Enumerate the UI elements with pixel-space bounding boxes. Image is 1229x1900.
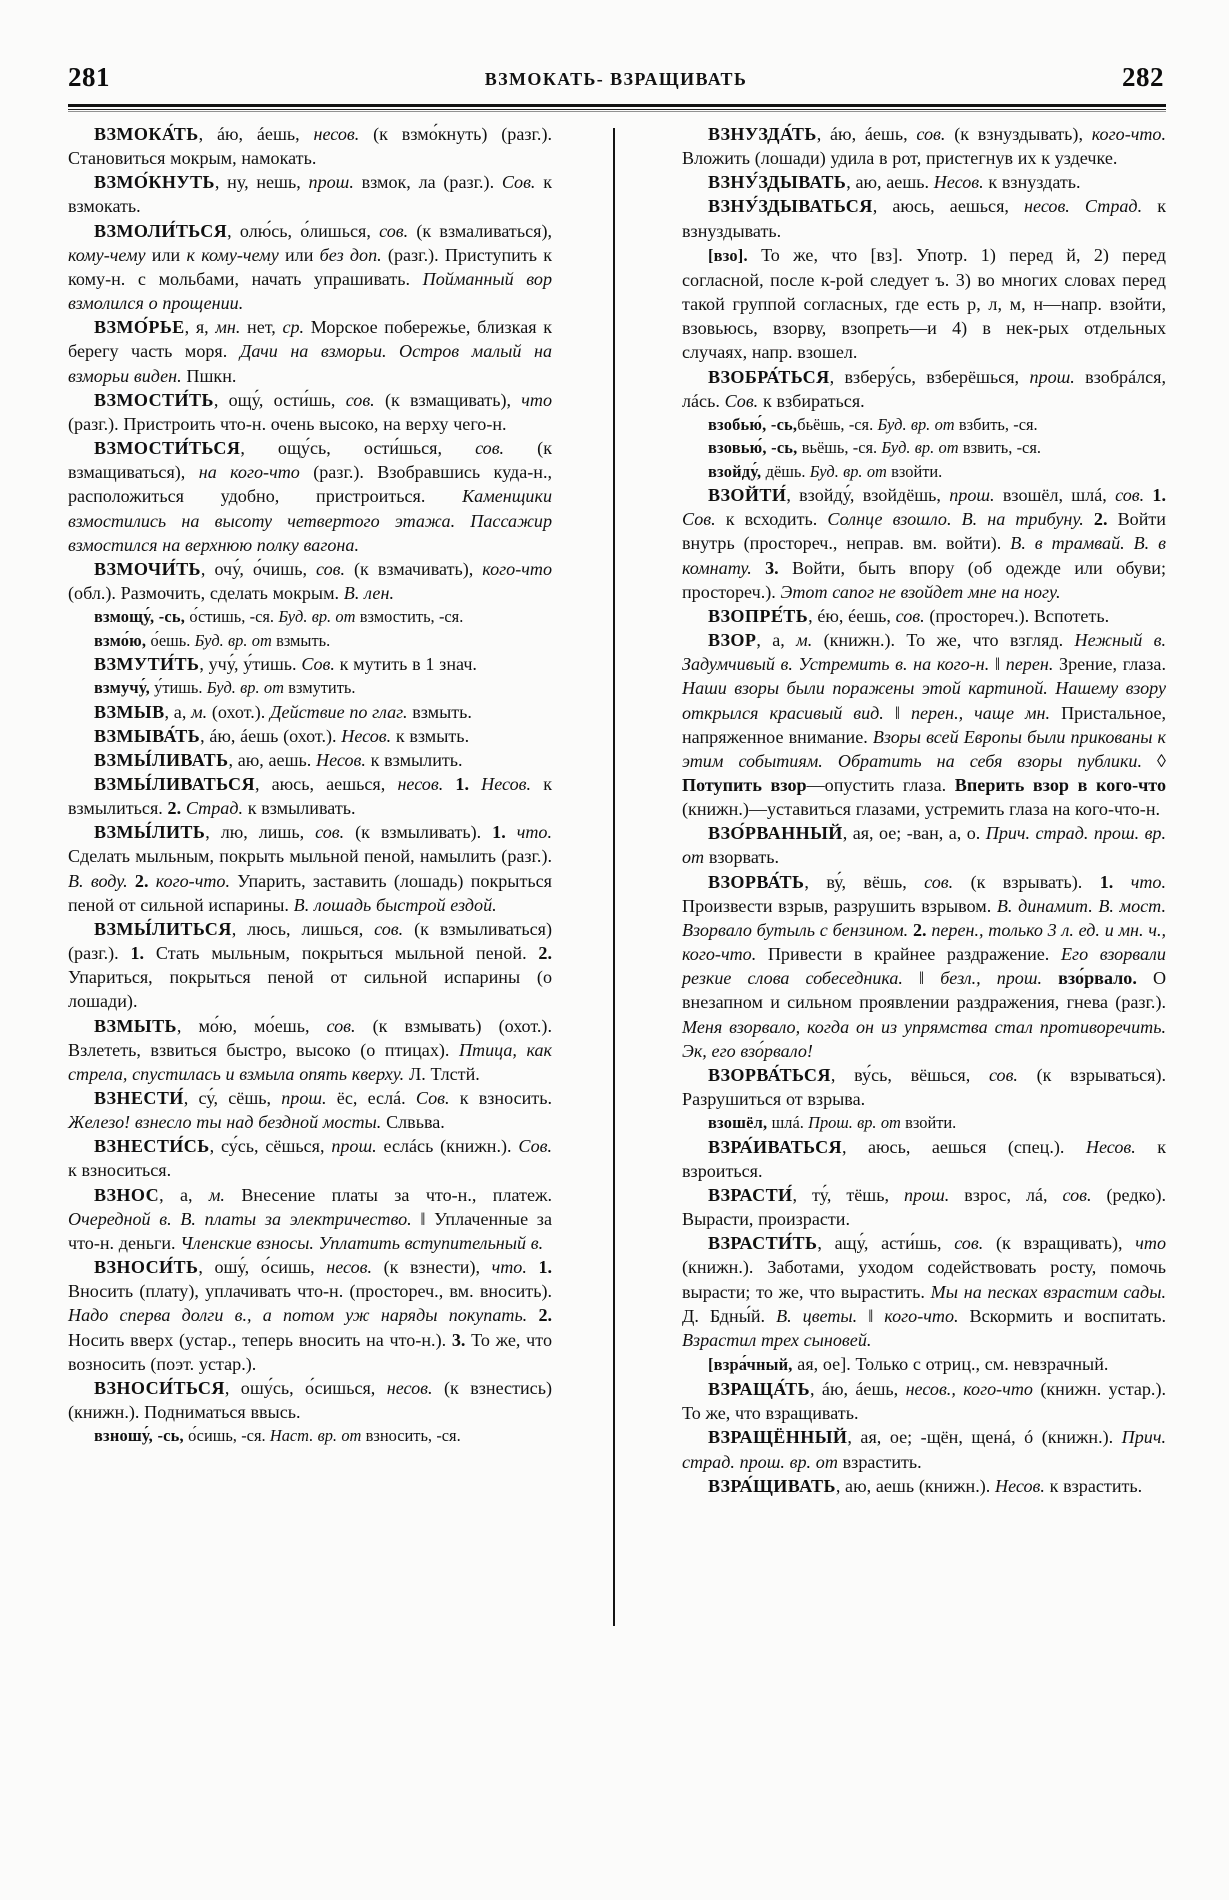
headword: ВЗМОСТИ́ТЬСЯ — [94, 438, 241, 459]
headword: ВЗОБРА́ТЬСЯ — [708, 366, 830, 387]
entry-body: , ая, ое; -ван, а, о. Прич. страд. прош. вр. от взорвать. — [682, 823, 1166, 868]
subentry — [682, 413, 1166, 436]
entry-body: , учу́, у́тишь. Сов. к мутить в 1 знач. — [199, 653, 477, 674]
dictionary-entry — [68, 557, 552, 605]
entry-body: , éю, éешь, сов. (простореч.). Вспотеть. — [808, 605, 1110, 626]
entry-body: , áю, áешь (охот.). Несов. к взмыть. — [200, 725, 470, 746]
headword: ВЗРАСТИ́ — [708, 1184, 793, 1205]
dictionary-entry — [68, 700, 552, 724]
dictionary-entry — [682, 1474, 1166, 1498]
entry-body: , лю, лишь, сов. (к взмыливать). 1. что. Сделать мыльным, покрыть мыльной пеной, намылить (разг.). В. воду. 2. кого-что. Упарить, заставить (лошадь) покрыться пеной от сильной испарины. В. лошадь быстрой ездой. — [68, 822, 552, 915]
entry-body: , ву́, вёшь, сов. (к взрывать). 1. что. Произвести взрыв, разрушить взрывом. В. динамит. В. мост. Взорвало бутыль с бензином. 2. перен., только 3 л. ед. и мн. ч., кого-что. Привести в крайнее раздражение. Его взорвали резкие слова собеседника. ‖ безл., прош. взо́рвало. О внезапном и сильном проявлении раздражения, гнева (разг.). Меня взорвало, когда он из упрямства стал противоречить. Эк, его взо́рвало! — [682, 871, 1167, 1061]
headword: ВЗОРВА́ТЬ — [708, 871, 805, 892]
headword: ВЗМЫ́ЛИТЬСЯ — [94, 918, 232, 939]
entry-body: , ая, ое; -щён, щенá, ó (книжн.). Прич. страд. прош. вр. от взрастить. — [682, 1427, 1166, 1472]
headword: взмощу́, -сь, — [94, 607, 186, 627]
headword: взмо́ю, — [94, 630, 147, 650]
entry-body: , су́, сёшь, прош. ёс, еслá. Сов. к взносить. Железо! взнесло ты над бездной мосты. Слвьва. — [68, 1088, 552, 1133]
dictionary-entry — [682, 170, 1166, 194]
dictionary-entry — [682, 243, 1166, 365]
headword: ВЗМОЛИ́ТЬСЯ — [94, 220, 228, 241]
headword: ВЗОПРЕ́ТЬ — [708, 605, 809, 626]
entry-body: , аюсь, аешься, несов. 1. Несов. к взмылиться. 2. Страд. к взмыливать. — [68, 773, 552, 819]
entry-body: , аю, аешь. Несов. к взнуздать. — [846, 172, 1081, 193]
dictionary-entry — [682, 483, 1166, 604]
entry-body: дёшь. Буд. вр. от взойти. — [761, 461, 943, 481]
entry-body: , очу́, о́чишь, сов. (к взмачивать), кого-что (обл.). Размочить, сделать мокрым. В. лен. — [68, 558, 552, 603]
headword: ВЗМОЧИ́ТЬ — [94, 558, 201, 579]
dictionary-entry — [682, 194, 1166, 242]
entry-body: , а, м. (охот.). Действие по глаг. взмыть. — [164, 701, 472, 722]
entry-body: , взойду́, взойдёшь, прош. взошёл, шлá, сов. 1. Сов. к всходить. Солнце взошло. В. на трибуну. 2. Войти внутрь (простореч., неправ. вм. войти). В. в трамвай. В. в комнату. 3. Войти, быть впору (об одежде или обуви; простореч.). Этот сапог не взойдет мне на ногу. — [682, 485, 1166, 602]
headword: ВЗМЫ́ЛИТЬ — [94, 822, 206, 843]
dictionary-entry — [68, 1086, 552, 1134]
subentry — [682, 436, 1166, 459]
headword: ВЗНЕСТИ́ — [94, 1088, 184, 1108]
entry-body: , ошу́сь, о́сишься, несов. (к взнестись) (книжн.). Подниматься ввысь. — [68, 1377, 552, 1423]
dictionary-entry — [68, 1014, 552, 1086]
dictionary-entry — [68, 388, 552, 436]
headword: ВЗМЫ́ЛИВАТЬ — [94, 749, 229, 770]
column-container — [68, 122, 1166, 1822]
headword: ВЗНУЗДА́ТЬ — [708, 124, 817, 144]
entry-body: , ву́сь, вёшься, сов. (к взрываться). Разрушиться от взрыва. — [682, 1064, 1167, 1109]
headword: ВЗНЕСТИ́СЬ — [94, 1136, 210, 1157]
entry-body: о́ешь. Буд. вр. от взмыть. — [146, 630, 331, 650]
dictionary-entry — [682, 604, 1166, 628]
dictionary-entry — [682, 628, 1166, 821]
entry-body: , ошу́, о́сишь, несов. (к взнести), что. 1. Вносить (плату), уплачивать что-н. (простореч., вм. вносить). Надо сперва долги в., а потом уж наряды покупать. 2. Носить вверх (устар., теперь вносить на что-н.). 3. То же, что возносить (поэт. устар.). — [68, 1257, 553, 1374]
headword: ВЗО́РВАННЫЙ — [708, 823, 843, 844]
column-divider — [613, 128, 615, 1626]
dictionary-entry — [68, 820, 552, 917]
entry-body: о́сишь, -ся. Наст. вр. от взносить, -ся. — [183, 1426, 461, 1446]
entry-body: , аюсь, аешься, несов. Страд. к взнуздывать. — [682, 196, 1166, 241]
entry-body: , ащу́, асти́шь, сов. (к взращивать), что (книжн.). Заботами, уходом содействовать росту, помочь вырасти; то же, что вырастить. Мы на песках взрастим сады. Д. Бдны́й. В. цветы. ‖ кого-что. Вскормить и воспитать. Взрастил трех сыновей. — [682, 1233, 1166, 1350]
headword: ВЗНОСИ́ТЬСЯ — [94, 1377, 225, 1398]
headword: взношу́, -сь, — [94, 1426, 184, 1446]
dictionary-entry — [682, 1377, 1166, 1425]
dictionary-entry — [68, 748, 552, 772]
dictionary-entry — [682, 821, 1166, 869]
entry-body: , а, м. (книжн.). То же, что взгляд. Нежный в. Задумчивый в. Устремить в. на кого-н. ‖ перен. Зрение, глаза. Наши взоры были поражены этой картиной. Нашему взору открылся красивый вид. ‖ перен., чаще мн. Пристальное, напряженное внимание. Взоры всей Европы были прикованы к этим событиям. Обратить на себя взоры публики. ◊ Потупить взор—опустить глаза. Вперить взор в кого-что (книжн.)—уставиться глазами, устремить глаза на кого-что-н. — [682, 630, 1167, 820]
dictionary-entry — [68, 1376, 552, 1424]
entry-body: , а, м. Внесение платы за что-н., платеж. Очередной в. В. платы за электричество. ‖ Уплаченные за что-н. деньги. Членские взносы. Уплатить вступительный в. — [68, 1184, 552, 1253]
headword: взошёл, — [708, 1113, 768, 1133]
entry-body: , взберу́сь, взберёшься, прош. взобрáлся, лáсь. Сов. к взбираться. — [682, 366, 1167, 411]
headword: [взра́чный, — [708, 1354, 793, 1374]
dictionary-entry — [68, 219, 552, 316]
headword: ВЗРА́ИВАТЬСЯ — [708, 1136, 843, 1157]
page-header — [68, 62, 1164, 98]
dictionary-entry — [682, 1231, 1166, 1352]
headword: ВЗМУТИ́ТЬ — [94, 653, 200, 674]
entry-body: , ту́, тёшь, прош. взрос, лá, сов. (редко). Вырасти, произрасти. — [682, 1184, 1166, 1230]
dictionary-entry — [68, 772, 552, 820]
entry-body: , ощу́сь, ости́шься, сов. (к взмащиваться), на кого-что (разг.). Взобравшись куда-н., расположиться удобно, пристроиться. Каменщики взмостились на высоту четвертого этажа. Пассажир взмостился на верхнюю полку вагона. — [68, 438, 552, 555]
folio-left: 281 — [68, 62, 110, 92]
dictionary-entry — [682, 122, 1166, 170]
entry-body: , аюсь, аешься (спец.). Несов. к взроиться. — [682, 1136, 1167, 1181]
headword: ВЗМОКА́ТЬ — [94, 124, 199, 144]
entry-body: , áю, áешь, несов., кого-что (книжн. устар.). То же, что взращивать. — [682, 1379, 1166, 1424]
entry-body: , аю, аешь (книжн.). Несов. к взрастить. — [835, 1475, 1143, 1496]
dictionary-entry — [682, 1352, 1166, 1377]
entry-body: ая, ое]. Только с отриц., см. невзрачный. — [792, 1353, 1109, 1374]
dictionary-entry — [682, 1135, 1166, 1183]
entry-body: , ну, нешь, прош. взмок, ла (разг.). Сов. к взмокать. — [68, 172, 553, 217]
dictionary-entry — [68, 1183, 552, 1255]
headword: ВЗМЫ́ЛИВАТЬСЯ — [94, 773, 255, 794]
entry-body: бьёшь, -ся. Буд. вр. от взбить, -ся. — [797, 414, 1038, 434]
entry-body: шлá. Прош. вр. от взойти. — [767, 1113, 957, 1133]
headword: ВЗРАЩА́ТЬ — [708, 1379, 810, 1400]
entry-body: , аю, аешь. Несов. к взмылить. — [228, 749, 463, 770]
entry-body: , áю, áешь, сов. (к взнуздывать), кого-что. Вложить (лошади) удила в рот, пристегнув их к уздечке. — [682, 124, 1166, 169]
entry-body: , люсь, лишься, сов. (к взмыливаться) (разг.). 1. Стать мыльным, покрыться мыльной пеной. 2. Упариться, покрыться пеной от сильной испарины (о лошади). — [68, 918, 552, 1012]
headword: ВЗМО́КНУТЬ — [94, 172, 215, 193]
running-head: ВЗМОКАТЬ- ВЗРАЩИВАТЬ — [484, 69, 748, 89]
right-column — [682, 122, 1166, 1498]
dictionary-entry — [682, 1063, 1166, 1111]
dictionary-entry — [68, 1134, 552, 1182]
entry-body: , ощу́, ости́шь, сов. (к взмащивать), что (разг.). Пристроить что-н. очень высоко, на верху чего-н. — [68, 389, 552, 434]
headword: ВЗОР — [708, 630, 757, 651]
subentry — [68, 676, 552, 699]
header-rule — [68, 104, 1166, 110]
entry-body: , я, мн. нет, ср. Морское побережье, близкая к берегу часть моря. Дачи на взморьи. Остров малый на взморьи виден. Пшкн. — [68, 317, 552, 386]
headword: ВЗНУ́ЗДЫВАТЬСЯ — [708, 196, 873, 217]
headword: ВЗМЫТЬ — [94, 1015, 177, 1036]
dictionary-entry — [682, 870, 1166, 1063]
dictionary-entry — [682, 1425, 1166, 1473]
headword: ВЗРА́ЩИВАТЬ — [708, 1475, 836, 1496]
subentry — [682, 460, 1166, 483]
headword: ВЗМОСТИ́ТЬ — [94, 389, 214, 410]
headword: ВЗРАСТИ́ТЬ — [708, 1233, 818, 1254]
entry-body: То же, что [вз]. Употр. 1) перед й, 2) перед согласной, после к-рой следует ъ. 3) во многих словах перед такой группой согласных, где есть р, л, м, н—напр. взойти, взовьюсь, взорву, взопреть—и 4) в нек-рых отдельных случаях, напр. взошел. — [682, 244, 1166, 363]
dictionary-entry — [682, 365, 1166, 413]
entry-body: вьёшь, -ся. Буд. вр. от взвить, -ся. — [797, 438, 1041, 458]
dictionary-entry — [68, 122, 552, 170]
headword: взобью́, -сь, — [708, 414, 798, 434]
dictionary-entry — [68, 436, 552, 557]
headword: ВЗРАЩЁННЫЙ — [708, 1427, 848, 1448]
headword: ВЗНОС — [94, 1184, 160, 1205]
headword: ВЗНУ́ЗДЫВАТЬ — [708, 172, 847, 193]
entry-body: о́стишь, -ся. Буд. вр. от взмостить, -ся. — [185, 607, 464, 627]
folio-right: 282 — [1122, 62, 1164, 92]
headword: взмучу́, — [94, 678, 150, 698]
headword: взойду́, — [708, 461, 762, 481]
headword: ВЗОРВА́ТЬСЯ — [708, 1064, 831, 1085]
entry-body: , áю, áешь, несов. (к взмо́кнуть) (разг.). Становиться мокрым, намокать. — [68, 124, 552, 169]
dictionary-entry — [68, 315, 552, 387]
headword: ВЗМЫВА́ТЬ — [94, 725, 201, 746]
subentry — [68, 605, 552, 628]
entry-body: , мо́ю, мо́ешь, сов. (к взмывать) (охот.). Взлететь, взвиться быстро, высоко (о птицах). Птица, как стрела, спустилась и взмыла опять кверху. Л. Тлстй. — [68, 1015, 552, 1084]
dictionary-entry — [68, 724, 552, 748]
headword: ВЗМО́РЬЕ — [94, 317, 185, 338]
headword: ВЗМЫВ — [94, 701, 165, 722]
headword: ВЗОЙТИ́ — [708, 485, 787, 506]
entry-body: у́тишь. Буд. вр. от взмутить. — [149, 678, 356, 698]
left-column — [68, 122, 552, 1448]
entry-body: , олю́сь, о́лишься, сов. (к взмаливаться), кому-чему или к кому-чему или без доп. (разг.). Приступить к кому-н. с мольбами, начать упрашивать. Пойманный вор взмолился о прощении. — [68, 220, 553, 314]
dictionary-entry — [68, 1255, 552, 1376]
headword: [взо]. — [708, 245, 748, 265]
dictionary-entry — [68, 652, 552, 676]
subentry — [68, 629, 552, 652]
entry-body: , су́сь, сёшься, прош. еслáсь (книжн.). Сов. к взноситься. — [68, 1136, 552, 1181]
headword: ВЗНОСИ́ТЬ — [94, 1257, 199, 1278]
headword: взовью́, -сь, — [708, 438, 798, 458]
subentry — [682, 1111, 1166, 1134]
dictionary-entry — [682, 1183, 1166, 1231]
dictionary-entry — [68, 170, 552, 218]
dictionary-entry — [68, 917, 552, 1014]
subentry — [68, 1424, 552, 1447]
